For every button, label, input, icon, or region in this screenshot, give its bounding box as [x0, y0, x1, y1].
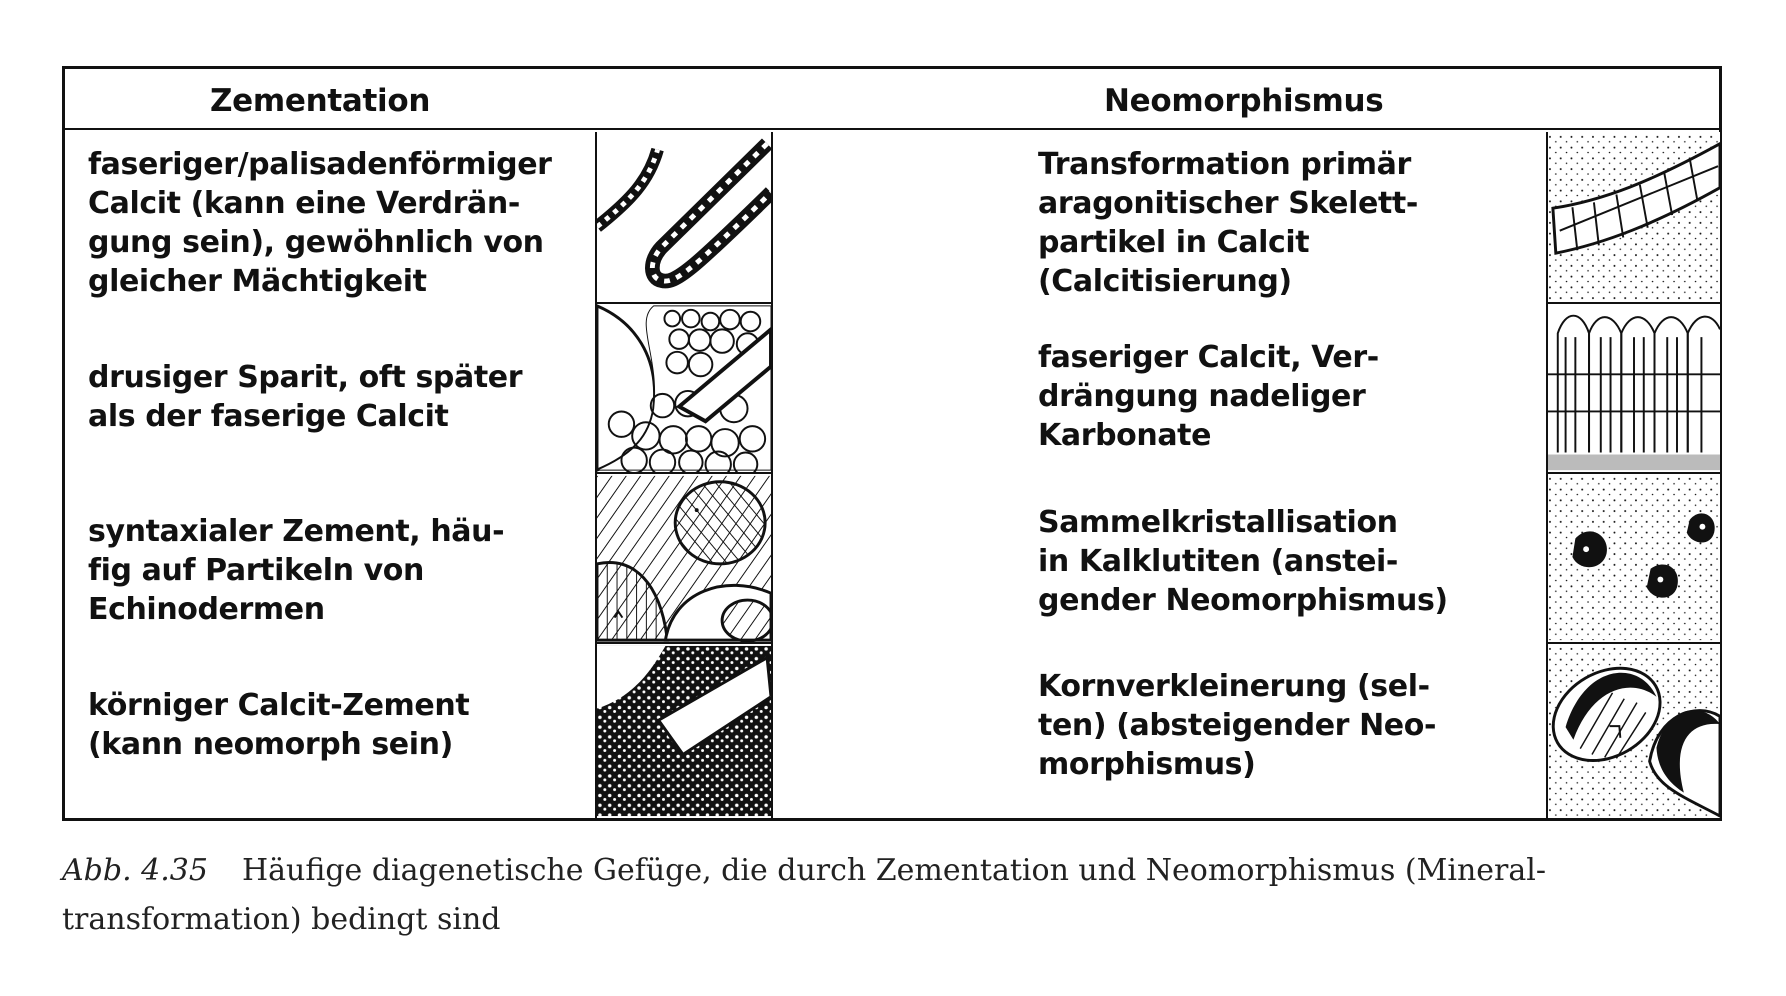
zementation-row-1-text: faseriger/palisadenförmiger Calcit (kann eine Verdrän- gung sein), gewöhnlich von gleicher Mächtigkeit [88, 147, 552, 299]
degrading-neomorphism-icon [1546, 644, 1722, 818]
figure-caption [62, 846, 1732, 944]
zementation-row-4-text: körniger Calcit-Zement (kann neomorph sein) [88, 688, 470, 762]
drusy-sparite-icon [595, 304, 773, 472]
aggrading-neomorphism-icon [1546, 474, 1722, 642]
zementation-row-2-text: drusiger Sparit, oft später als der faserige Calcit [88, 360, 523, 434]
zementation-row-3-text: syntaxialer Zement, häu- fig auf Partikeln von Echinodermen [88, 514, 505, 627]
neomorphismus-row-1-text: Transformation primär aragonitischer Skelett- partikel in Calcit (Calcitisierung) [1038, 147, 1418, 299]
neomorphismus-row-3-text: Sammelkristallisation in Kalklutiten (anstei- gender Neomorphismus) [1038, 505, 1448, 618]
calcitization-icon [1546, 132, 1722, 302]
header-zementation: Zementation [210, 83, 431, 119]
neomorphismus-row-4-text: Kornverkleinerung (sel- ten) (absteigender Neo- morphismus) [1038, 669, 1437, 782]
fibrous-palisade-calcite-icon [595, 132, 773, 302]
caption-label: Abb. 4.35 [62, 853, 208, 888]
granular-calcite-cement-icon [595, 644, 773, 818]
caption-text: Häufige diagenetische Gefüge, die durch Zementation und Neomorphismus (Mineral- transformation) bedingt sind [62, 853, 1546, 937]
syntaxial-cement-icon [595, 474, 773, 642]
table-header-row [62, 66, 1722, 130]
fibrous-replacement-icon [1546, 304, 1722, 472]
neomorphismus-row-2-text: faseriger Calcit, Ver- drängung nadeliger Karbonate [1038, 340, 1379, 453]
header-neomorphismus: Neomorphismus [1104, 83, 1384, 119]
